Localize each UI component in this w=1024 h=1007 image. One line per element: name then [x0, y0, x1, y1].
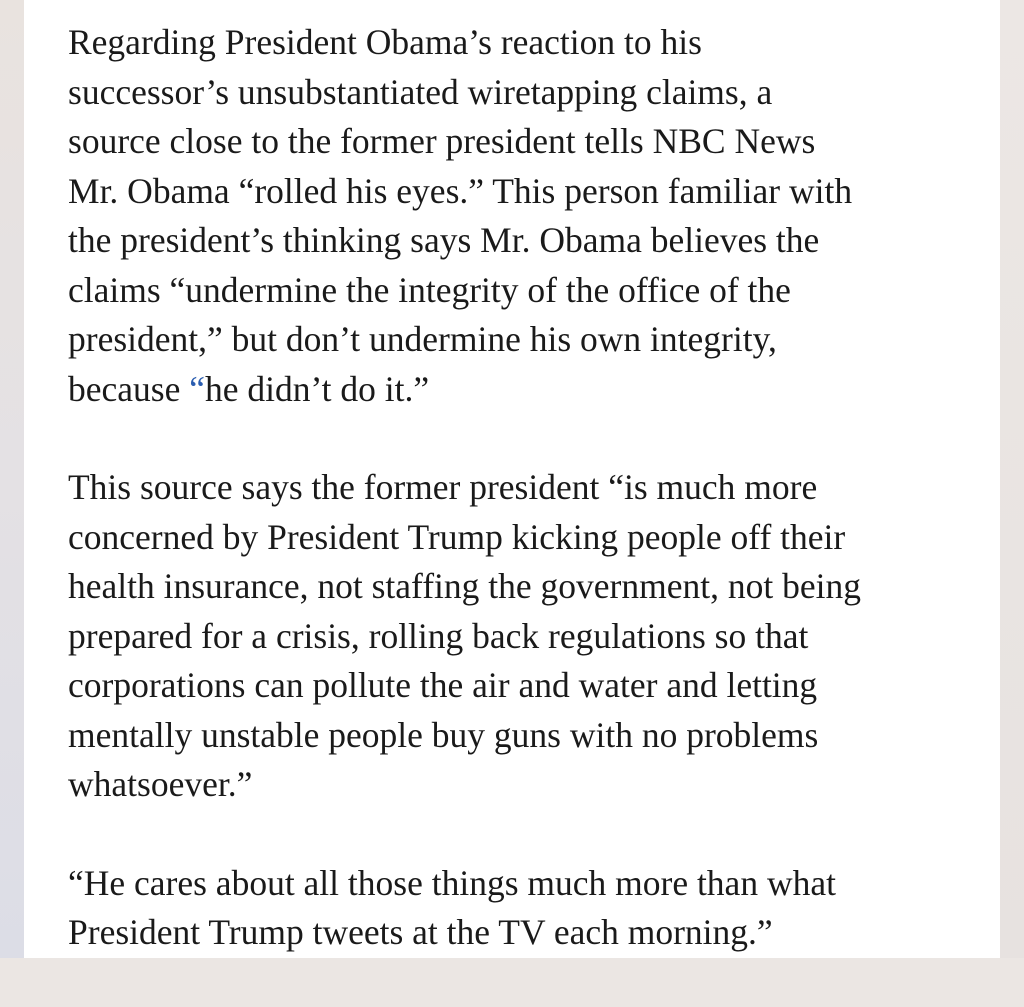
- text-line: source close to the former president tells NBC News: [68, 121, 816, 161]
- text-line: health insurance, not staffing the government, not being: [68, 566, 861, 606]
- left-background-edge: [0, 0, 24, 958]
- text-line: concerned by President Trump kicking people off their: [68, 516, 846, 557]
- text-line: successor’s unsubstantiated wiretapping claims, a: [68, 71, 773, 112]
- paragraph-2: [68, 463, 968, 810]
- text-line: the president’s thinking says Mr. Obama believes the: [68, 220, 820, 260]
- text-line: mentally unstable people buy guns with no problems: [68, 714, 819, 755]
- text-line: whatsoever.”: [68, 764, 253, 804]
- text-line: Mr. Obama “rolled his eyes.” This person familiar with: [68, 170, 853, 211]
- text-segment: because: [68, 368, 190, 409]
- text-line: President Trump tweets at the TV each morning.”: [68, 912, 773, 952]
- text-line: corporations can pollute the air and water and letting: [68, 665, 818, 705]
- text-line: claims “undermine the integrity of the office of the: [68, 269, 791, 310]
- paragraph-1: [68, 18, 968, 414]
- article-body: [68, 18, 968, 1007]
- right-background-edge: [1000, 0, 1024, 958]
- paragraph-3: [68, 859, 968, 958]
- text-line: This source says the former president “is much more: [68, 467, 818, 507]
- text-segment: he didn’t do it.”: [204, 368, 430, 409]
- text-line-with-link: [68, 365, 968, 415]
- text-line: Regarding President Obama’s reaction to his: [68, 22, 702, 62]
- text-line: president,” but don’t undermine his own integrity,: [68, 319, 777, 359]
- quote-link[interactable]: “: [189, 368, 205, 409]
- text-line: “He cares about all those things much more than what: [68, 862, 836, 903]
- text-line: prepared for a crisis, rolling back regulations so that: [68, 615, 809, 656]
